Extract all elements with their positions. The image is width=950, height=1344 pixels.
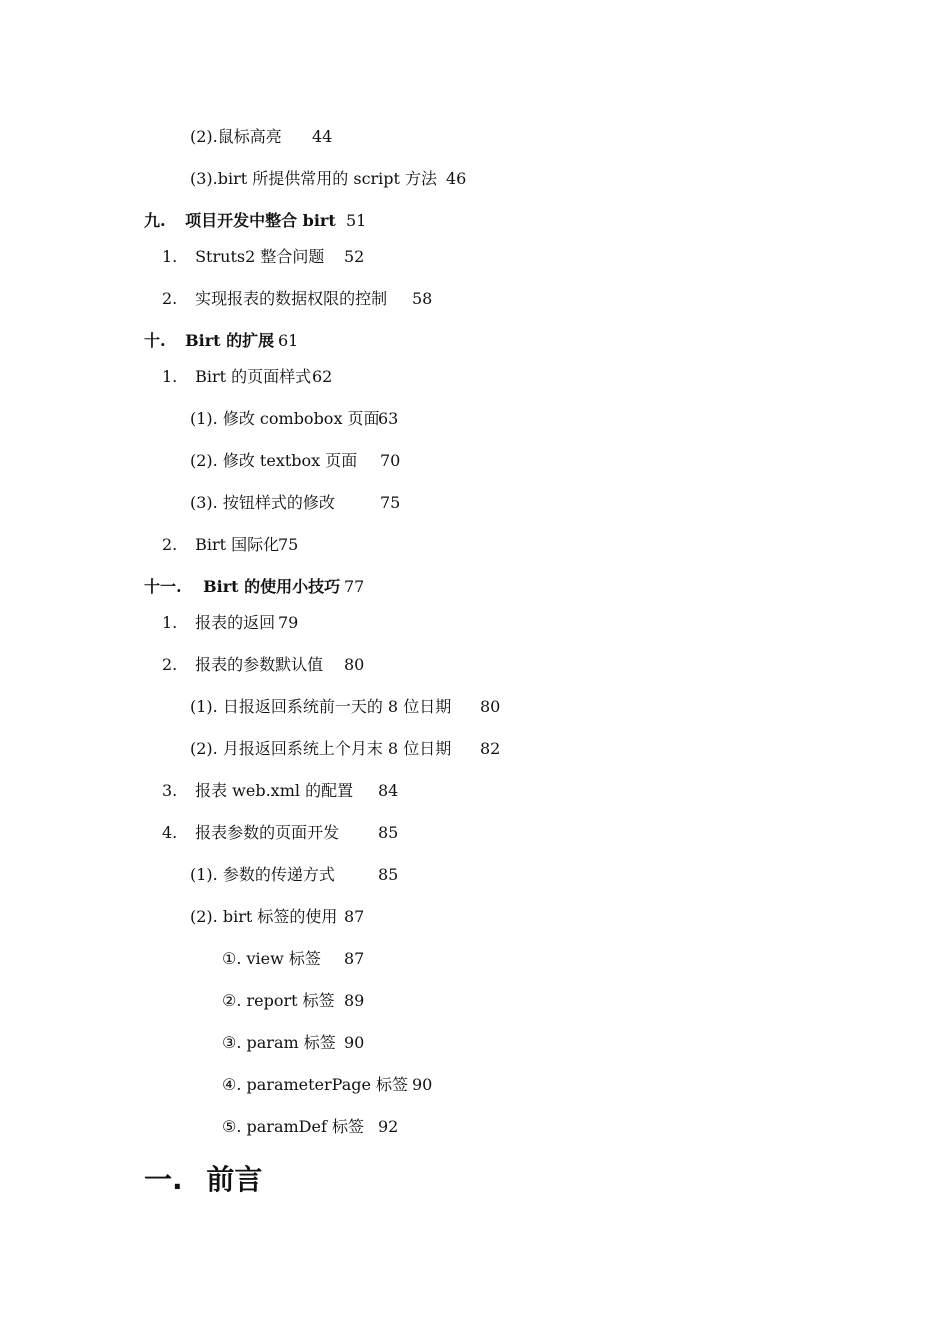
toc-entry-page: 89 [344,991,365,1010]
toc-chapter-10[interactable] [144,331,299,351]
toc-entry-label: Birt 的页面样式 [195,367,312,386]
toc-entry-label: ⑤. paramDef 标签 [222,1117,364,1136]
toc-entry-page: 58 [412,289,433,308]
toc-entry-label: (2).鼠标高亮 [190,127,282,146]
toc-entry-page: 75 [380,493,401,512]
toc-entry-label: Birt 国际化 [195,535,280,554]
toc-entry-i18n[interactable] [162,535,299,555]
toc-entry-page: 79 [278,613,299,632]
toc-entry-param-page-dev[interactable] [162,823,399,843]
toc-entry-page: 80 [344,655,365,674]
toc-entry-label: ③. param 标签 [222,1033,336,1052]
toc-entry-number: 3. [162,781,178,800]
toc-entry-param-default[interactable] [162,655,365,675]
toc-entry-parameterpage-tag[interactable] [222,1075,433,1095]
toc-chapter-11[interactable] [144,577,365,597]
toc-entry-param-tag[interactable] [222,1033,365,1053]
toc-entry-label: (1). 日报返回系统前一天的 8 位日期 [190,697,452,716]
toc-entry-webxml[interactable] [162,781,399,801]
toc-entry-struts2[interactable] [162,247,365,267]
toc-entry-page: 61 [278,331,299,350]
toc-entry-page: 46 [446,169,467,188]
toc-chapter-number: 十. [144,331,166,350]
toc-entry-number: 2. [162,535,178,554]
toc-entry-label: (3).birt 所提供常用的 script 方法 [190,169,438,188]
toc-entry-param-passing[interactable] [190,865,399,885]
toc-entry-label: (1). 修改 combobox 页面 [190,409,380,428]
toc-entry-page: 63 [378,409,399,428]
toc-entry-label: (2). birt 标签的使用 [190,907,338,926]
toc-entry-report-tag[interactable] [222,991,365,1011]
toc-entry-mouse-highlight[interactable] [190,127,333,147]
toc-chapter-9[interactable] [144,211,367,231]
toc-entry-page: 90 [344,1033,365,1052]
toc-entry-label: ②. report 标签 [222,991,335,1010]
toc-entry-script-methods[interactable] [190,169,467,189]
toc-entry-label: (2). 月报返回系统上个月末 8 位日期 [190,739,452,758]
toc-entry-page: 87 [344,907,365,926]
toc-entry-number: 2. [162,655,178,674]
toc-entry-number: 4. [162,823,178,842]
toc-entry-page: 75 [278,535,299,554]
toc-chapter-number: 九. [144,211,166,230]
toc-entry-page-style[interactable] [162,367,333,387]
toc-entry-number: 1. [162,247,178,266]
toc-entry-page: 52 [344,247,365,266]
toc-entry-page: 82 [480,739,501,758]
section-heading-preface [144,1162,262,1198]
toc-entry-page: 62 [312,367,333,386]
toc-entry-paramdef-tag[interactable] [222,1117,399,1137]
toc-entry-page: 87 [344,949,365,968]
toc-entry-label: (2). 修改 textbox 页面 [190,451,358,470]
toc-entry-label: 报表参数的页面开发 [195,823,340,842]
toc-chapter-label: Birt 的使用小技巧 [203,577,341,596]
toc-entry-page: 90 [412,1075,433,1094]
toc-entry-report-return[interactable] [162,613,299,633]
toc-chapter-number: 十一. [144,577,182,596]
toc-entry-monthly-date[interactable] [190,739,501,759]
toc-entry-daily-date[interactable] [190,697,501,717]
toc-entry-page: 84 [378,781,399,800]
toc-entry-button-style[interactable] [190,493,401,513]
toc-entry-combobox[interactable] [190,409,399,429]
toc-entry-page: 51 [346,211,367,230]
toc-entry-page: 70 [380,451,401,470]
toc-entry-page: 80 [480,697,501,716]
toc-entry-label: 报表的参数默认值 [195,655,324,674]
toc-entry-page: 85 [378,865,399,884]
toc-entry-label: 报表的返回 [195,613,276,632]
section-heading-number: 一. [144,1163,183,1196]
toc-entry-view-tag[interactable] [222,949,365,969]
toc-entry-textbox[interactable] [190,451,401,471]
toc-entry-label: (3). 按钮样式的修改 [190,493,335,512]
toc-entry-data-permission[interactable] [162,289,433,309]
toc-entry-label: ①. view 标签 [222,949,321,968]
toc-entry-birt-tags[interactable] [190,907,365,927]
toc-entry-label: Struts2 整合问题 [195,247,325,266]
toc-entry-page: 92 [378,1117,399,1136]
toc-chapter-label: 项目开发中整合 birt [185,211,336,230]
toc-entry-label: 实现报表的数据权限的控制 [195,289,388,308]
toc-entry-label: (1). 参数的传递方式 [190,865,335,884]
toc-entry-number: 2. [162,289,178,308]
section-heading-title: 前言 [206,1163,263,1196]
toc-entry-number: 1. [162,367,178,386]
toc-chapter-label: Birt 的扩展 [185,331,275,350]
toc-entry-number: 1. [162,613,178,632]
toc-entry-page: 85 [378,823,399,842]
toc-entry-label: ④. parameterPage 标签 [222,1075,409,1094]
toc-entry-page: 77 [344,577,365,596]
toc-entry-label: 报表 web.xml 的配置 [195,781,354,800]
toc-entry-page: 44 [312,127,333,146]
